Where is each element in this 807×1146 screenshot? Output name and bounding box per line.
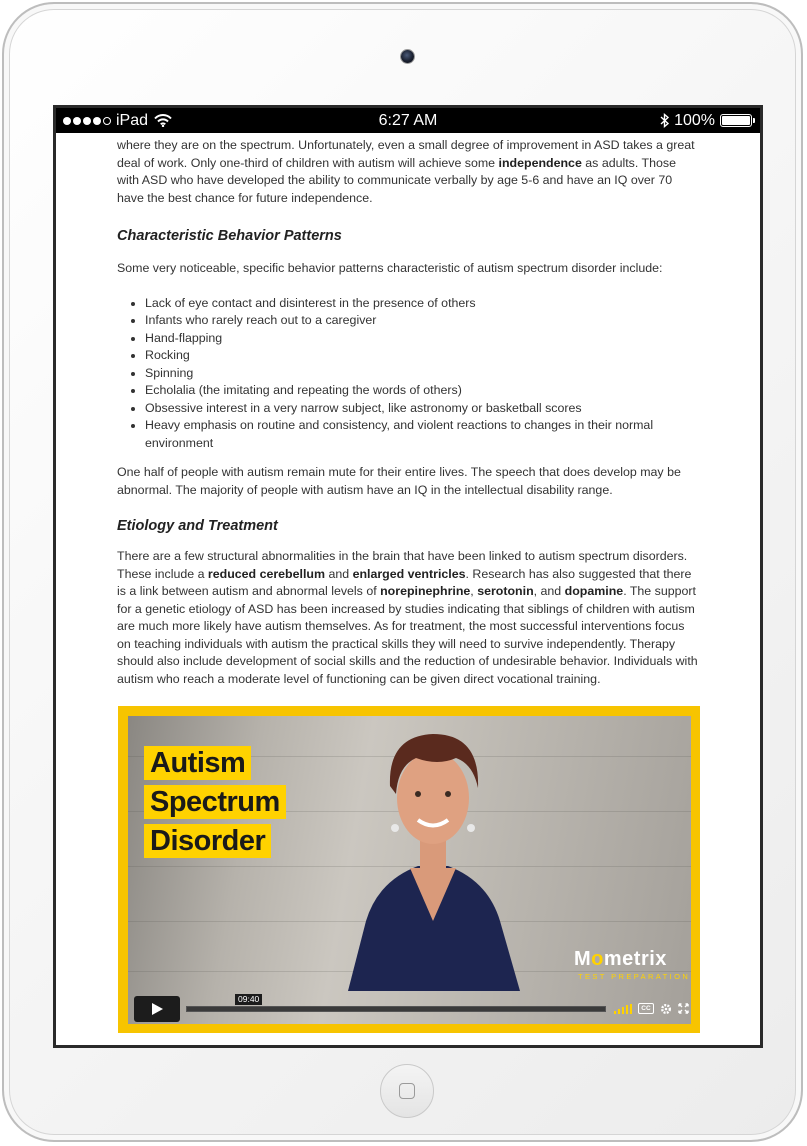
list-item: • Heavy emphasis on routine and consistency, and violent reactions to changes in their normal environment xyxy=(145,417,699,452)
behavior-list xyxy=(117,295,699,453)
list-item: • Echolalia (the imitating and repeating the words of others) xyxy=(145,382,699,400)
status-bar xyxy=(56,108,760,133)
video-title-line: Autism xyxy=(144,746,251,780)
progress-bar[interactable] xyxy=(186,993,606,1012)
heading-behavior-patterns: Characteristic Behavior Patterns xyxy=(117,228,342,244)
ipad-frame xyxy=(2,2,803,1142)
video-title-line: Spectrum xyxy=(144,785,286,819)
status-bar-right xyxy=(660,108,752,133)
settings-gear-icon[interactable] xyxy=(660,1003,672,1015)
list-item: • Lack of eye contact and disinterest in the presence of others xyxy=(145,295,699,313)
bluetooth-icon xyxy=(660,113,669,128)
closed-captions-button[interactable]: CC xyxy=(638,1003,654,1014)
home-button[interactable] xyxy=(380,1064,434,1118)
clock: 6:27 AM xyxy=(378,112,438,129)
battery-percent: 100% xyxy=(674,112,715,129)
heading-etiology: Etiology and Treatment xyxy=(117,518,278,534)
video-player[interactable] xyxy=(118,706,700,1033)
behavior-intro: Some very noticeable, specific behavior patterns characteristic of autism spectrum disorder include: xyxy=(117,261,663,275)
duration-label: 09:40 xyxy=(235,994,262,1005)
volume-icon[interactable] xyxy=(614,1004,632,1014)
intro-paragraph: where they are on the spectrum. Unfortunately, even a small degree of improvement in ASD takes a great deal of work. Only one-third of children with autism will achieve some independence as adults. Those with ASD who have developed the ability to communicate verbally by age 5-6 and have an IQ over 70 have the best chance for future independence. xyxy=(117,138,695,205)
video-controls xyxy=(128,993,691,1024)
front-camera xyxy=(401,50,414,63)
list-item: • Rocking xyxy=(145,347,699,365)
fullscreen-icon[interactable] xyxy=(678,1003,689,1014)
home-square-icon xyxy=(399,1083,415,1099)
list-item: • Hand-flapping xyxy=(145,330,699,348)
video-title-line: Disorder xyxy=(144,824,271,858)
play-icon xyxy=(150,1002,164,1016)
control-icons xyxy=(614,1003,689,1015)
carrier-label: iPad xyxy=(116,112,149,129)
video-frame[interactable] xyxy=(128,716,691,1024)
brand-tagline: TEST PREPARATION xyxy=(578,972,691,981)
list-item: • Obsessive interest in a very narrow subject, like astronomy or basketball scores xyxy=(145,400,699,418)
screen xyxy=(53,105,763,1048)
play-button[interactable] xyxy=(134,996,180,1022)
battery-icon xyxy=(720,114,752,127)
list-item: • Infants who rarely reach out to a caregiver xyxy=(145,312,699,330)
presenter-image xyxy=(288,716,578,991)
mute-paragraph: One half of people with autism remain mute for their entire lives. The speech that does develop may be abnormal. The majority of people with autism have an IQ in the intellectual disability range. xyxy=(117,465,681,497)
brand-logo: Mometrix xyxy=(574,948,667,970)
list-item: • Spinning xyxy=(145,365,699,383)
etiology-paragraph: There are a few structural abnormalities in the brain that have been linked to autism spectrum disorders. These include a reduced cerebellum and enlarged ventricles. Research has also suggested that there is a link between autism and abnormal levels of norepinephrine, serotonin, and dopamine. The support for a genetic etiology of ASD has been increased by studies indicating that siblings of children with autism are much more likely have autism themselves. As for treatment, the most successful interventions focus on teaching individuals with autism the practical skills they will need to survive independently. Therapy should also include development of social skills and the reduction of undesirable behavior. Individuals with autism who reach a moderate level of functioning can be given direct vocational training. xyxy=(117,549,698,686)
article-content xyxy=(117,137,699,688)
